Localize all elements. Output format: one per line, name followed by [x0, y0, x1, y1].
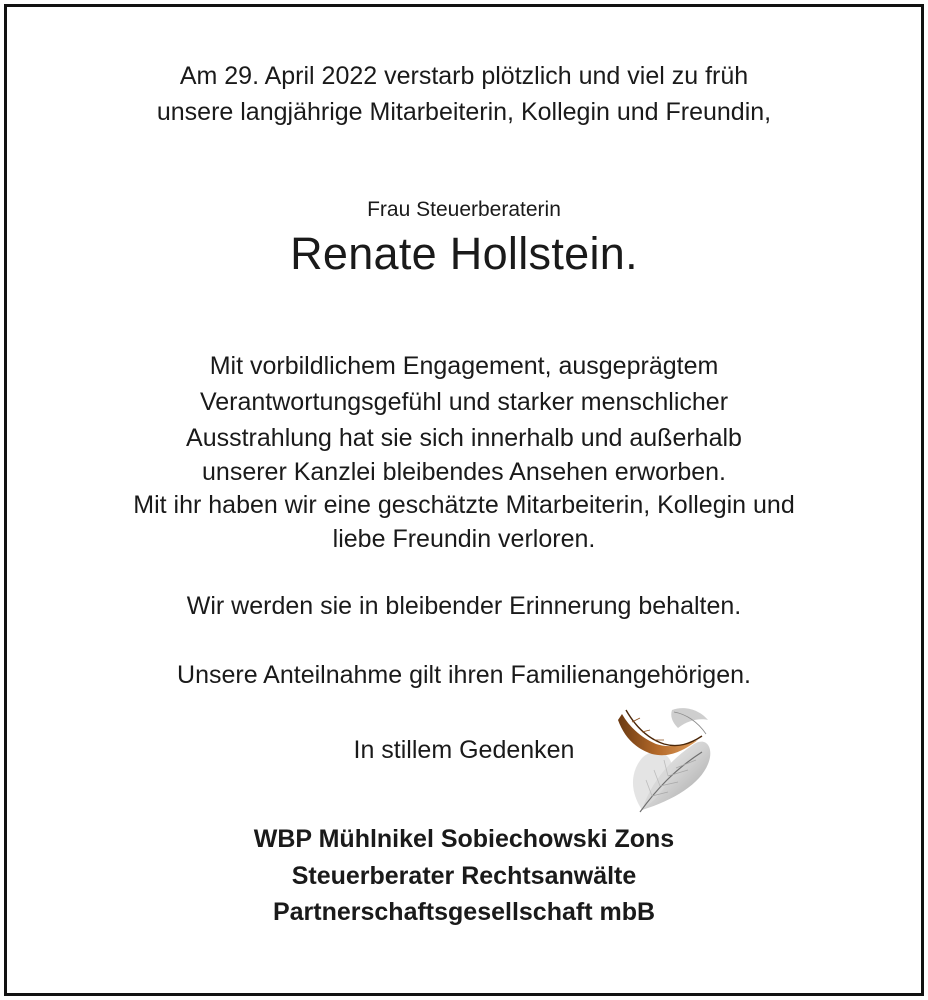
- deceased-name: Renate Hollstein.: [290, 228, 638, 279]
- intro-line: Am 29. April 2022 verstarb plötzlich und viel zu früh: [179, 62, 749, 90]
- signature-line: Partnerschaftsgesellschaft mbB: [272, 898, 656, 926]
- tribute-line: liebe Freundin verloren.: [332, 525, 596, 553]
- intro-line: unsere langjährige Mitarbeiterin, Kollegin und Freundin,: [156, 98, 772, 126]
- deceased-title: Frau Steuerberaterin: [367, 198, 561, 221]
- tribute-line: Ausstrahlung hat sie sich innerhalb und außerhalb: [186, 424, 742, 452]
- condolence-line: Unsere Anteilnahme gilt ihren Familienangehörigen.: [177, 661, 751, 689]
- tribute-line: Mit vorbildlichem Engagement, ausgeprägtem: [209, 352, 719, 380]
- tribute-line: unserer Kanzlei bleibendes Ansehen erworben.: [202, 458, 726, 486]
- signature-line: Steuerberater Rechtsanwälte: [291, 862, 637, 890]
- feather-icon: [612, 700, 720, 818]
- tribute-line: Verantwortungsgefühl und starker menschlicher: [199, 388, 729, 416]
- remembrance-line: Wir werden sie in bleibender Erinnerung behalten.: [186, 592, 742, 620]
- tribute-line: Mit ihr haben wir eine geschätzte Mitarbeiterin, Kollegin und: [133, 491, 795, 519]
- closing-line: In stillem Gedenken: [353, 736, 575, 764]
- signature-line: WBP Mühlnikel Sobiechowski Zons: [253, 825, 675, 853]
